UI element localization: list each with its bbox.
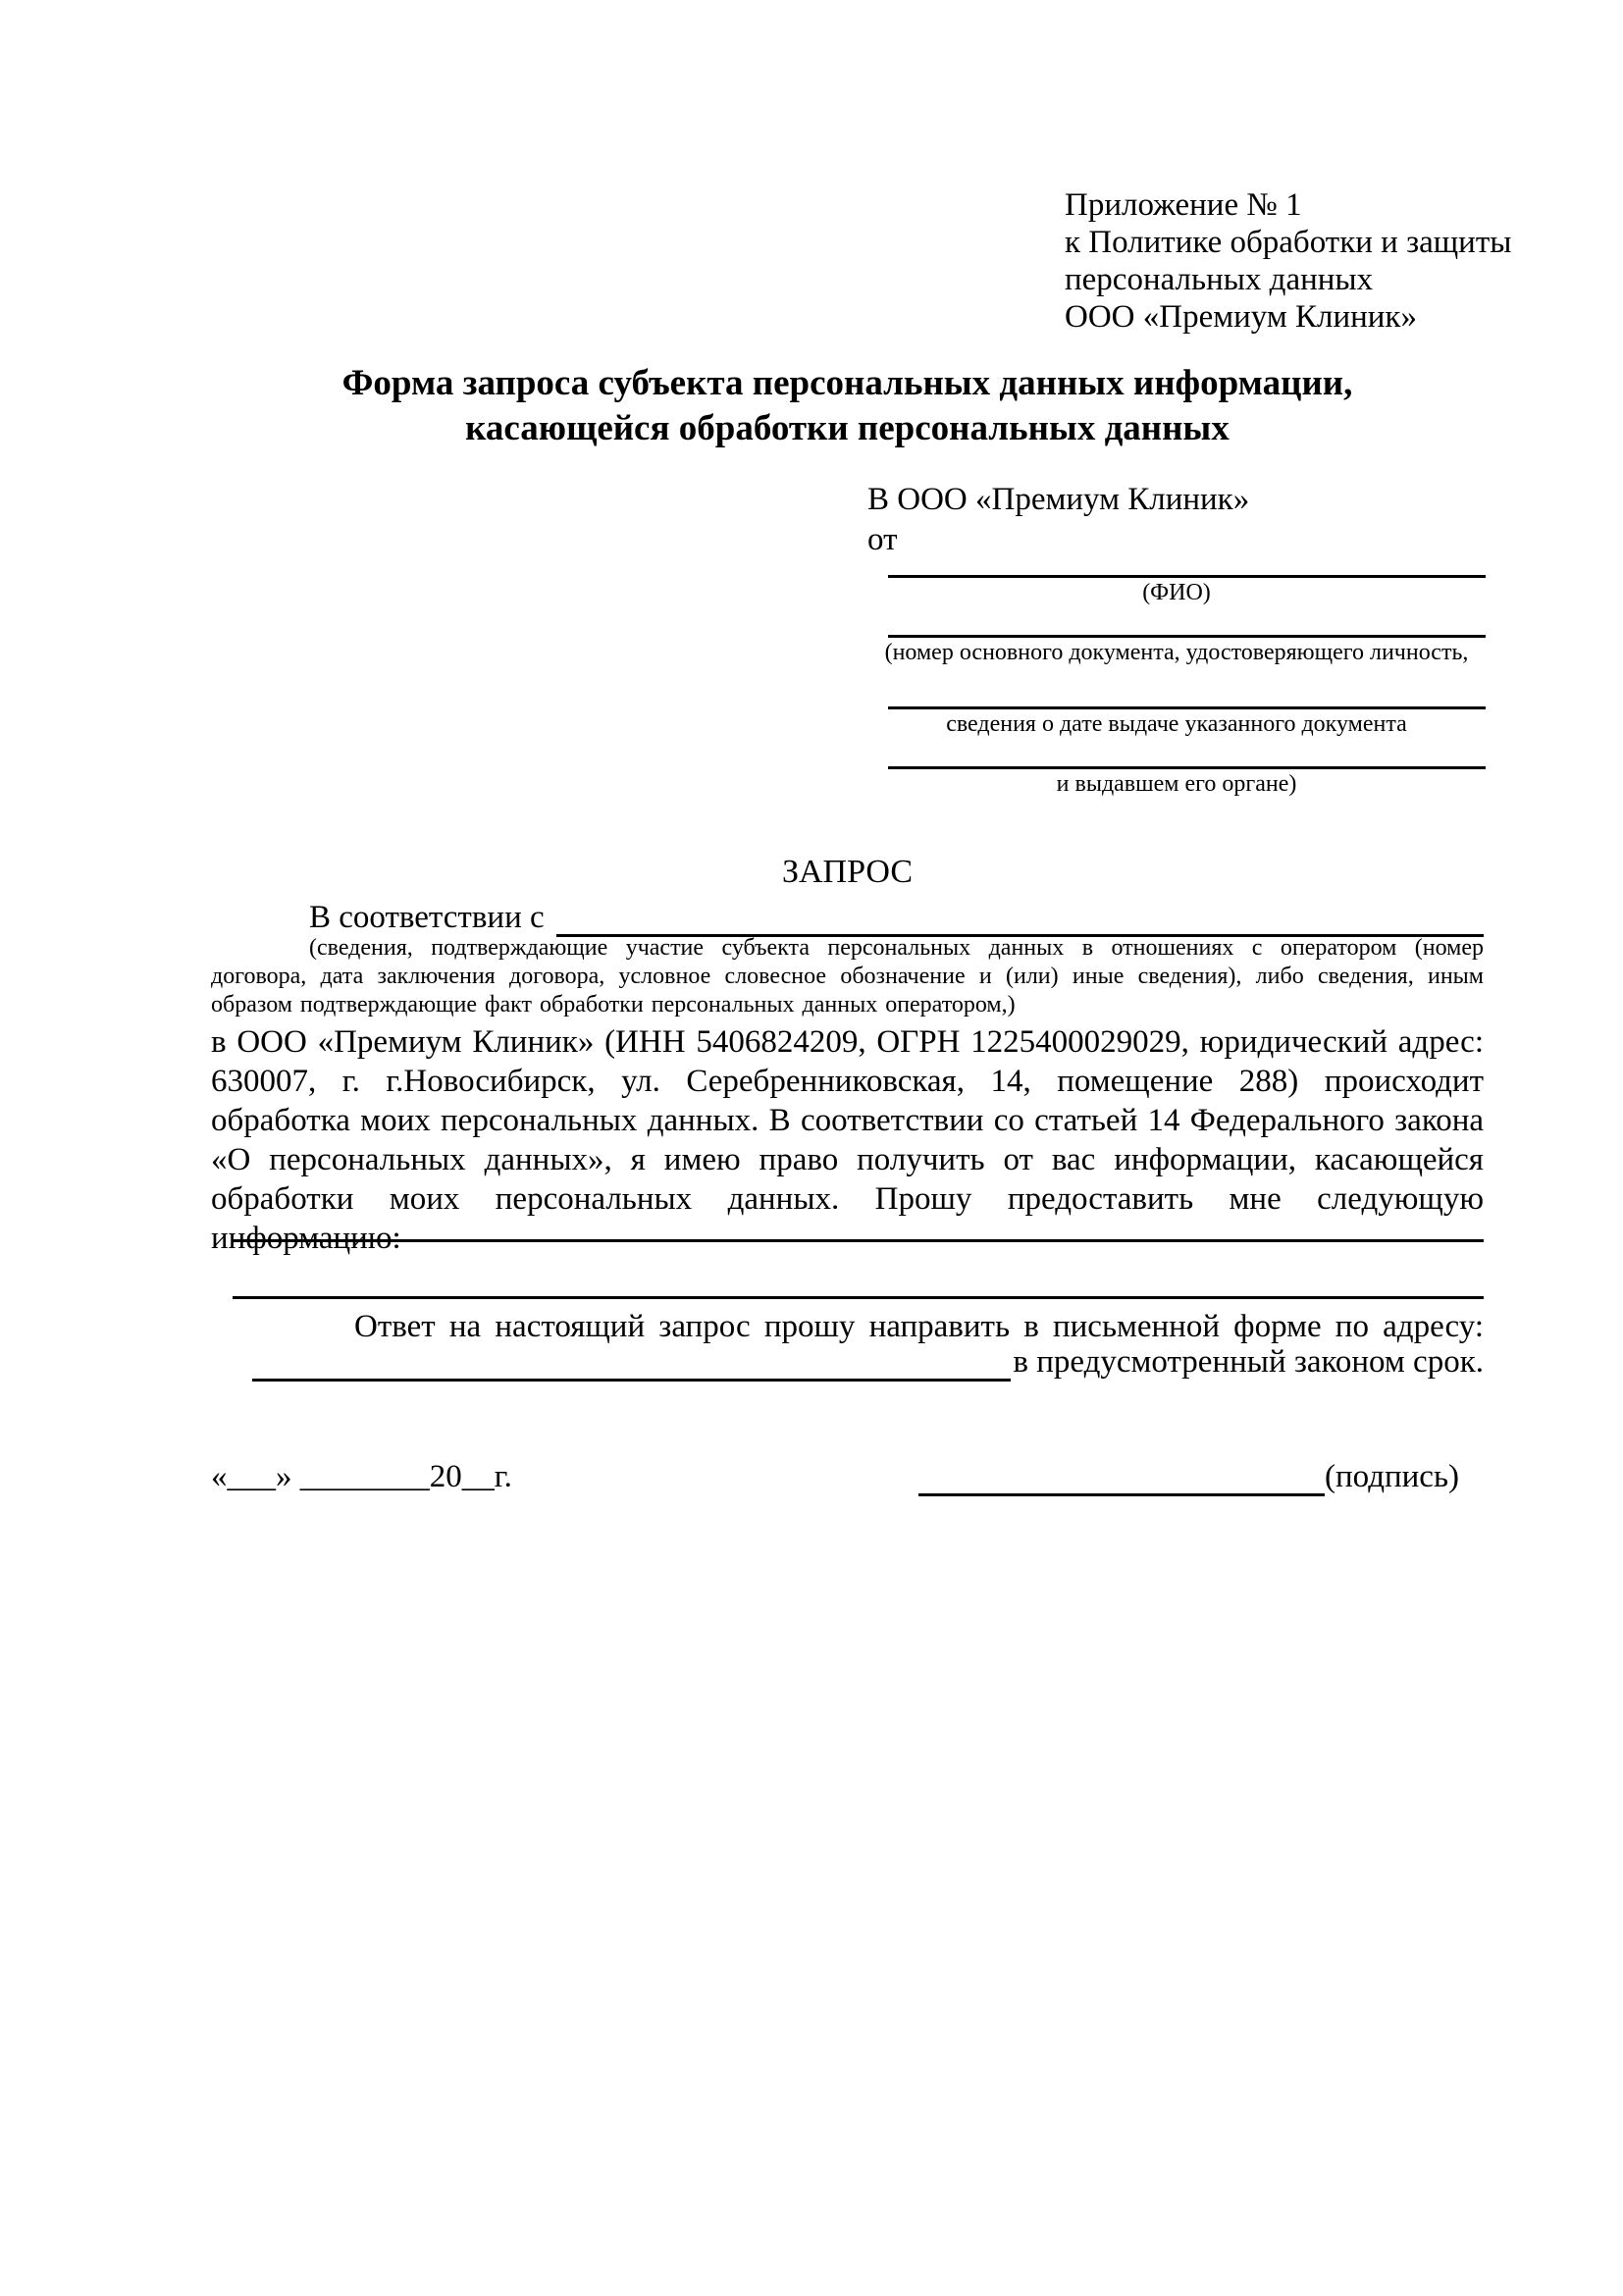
document-title-line: Форма запроса субъекта персональных данных информации, [341,363,1353,403]
document-title [211,361,1484,451]
document-title-line: касающейся обработки персональных данных [465,408,1230,448]
request-body-paragraph: в ООО «Премиум Клиник» (ИНН 5406824209, ОГРН 1225400029029, юридический адрес: 630007, г. г.Новосибирск, ул. Серебренниковская, 14, помещение 288) происходит обработка моих персональных данных. В соответствии со статьей 14 Федерального закона «О персональных данных», я имею право получить от вас информации, касающейся обработки моих персональных данных. Прошу предоставить мне следующую информацию: [211,1024,1484,1256]
id-document-issuer-blank-line[interactable] [888,739,1486,769]
id-document-caption: (номер основного документа, удостоверяющего личность, [884,640,1469,665]
requested-info-blank-line-2[interactable] [233,1270,1484,1299]
id-document-number-blank-line[interactable] [888,607,1486,638]
appendix-header-line: ООО «Премиум Клиник» [1065,299,1417,335]
signature-group [918,1457,1459,1496]
reply-address-row [211,1342,1484,1382]
fio-caption: (ФИО) [1142,580,1211,605]
basis-blank-line[interactable] [556,905,1484,937]
reply-instruction: Ответ на настоящий запрос прошу направить в письменной форме по адресу: [354,1309,1484,1344]
requested-info-blank-line-1[interactable] [233,1213,1484,1242]
addressee-to: В ООО «Премиум Клиник» [867,482,1250,517]
fio-blank-line[interactable] [888,559,1486,578]
appendix-header-line: к Политике обработки и защиты [1065,225,1512,260]
date-field[interactable]: «___» ________20__г. [211,1459,512,1494]
reply-suffix: в предусмотренный законом срок. [1013,1344,1484,1380]
appendix-header-line: персональных данных [1065,262,1374,297]
appendix-header-line: Приложение № 1 [1065,187,1302,223]
request-heading: ЗАПРОС [781,854,914,890]
signature-row [211,1457,1484,1496]
basis-row [211,898,1484,937]
addressee-block [867,479,1486,799]
signature-caption: (подпись) [1325,1459,1459,1494]
id-document-date-caption: сведения о дате выдаче указанного документа [946,711,1407,737]
reply-address-blank-line[interactable] [252,1349,1011,1382]
basis-footnote: (сведения, подтверждающие участие субъекта персональных данных в отношениях с оператором (номер договора, дата заключения договора, условное словесное обозначение и (или) иные сведения), либо сведения, иным образом подтверждающие факт обработки персональных данных оператором,) [211,935,1484,1018]
id-document-issuer-caption: и выдавшем его органе) [1056,771,1297,797]
appendix-header [1065,186,1511,336]
basis-prefix: В соответствии с [309,900,545,935]
signature-blank-line[interactable] [918,1464,1325,1496]
id-document-date-blank-line[interactable] [888,667,1486,709]
addressee-from-label: от [867,522,898,557]
